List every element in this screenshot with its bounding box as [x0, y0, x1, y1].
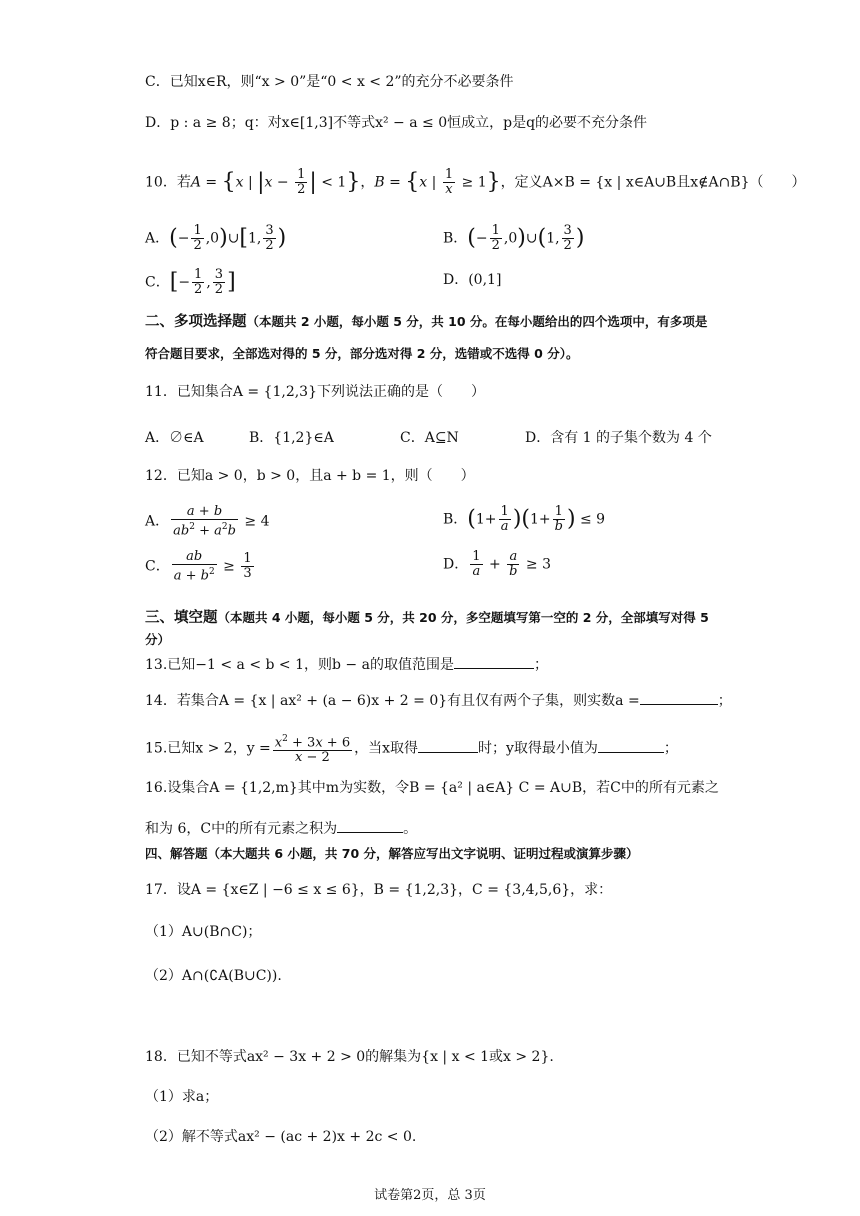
q12-stem: 12．已知a > 0，b > 0，且a + b = 1，则（ ） — [145, 468, 475, 484]
q10-option-c: C．[− $\frac{1}{2}$ , $\frac{3}{2}$ ] — [145, 267, 236, 297]
q10-stem-prefix: 10．若 — [145, 174, 191, 191]
q17-part-1: （1）A∪(B∩C)； — [145, 924, 262, 940]
q15-answer-blank-2[interactable] — [598, 738, 664, 753]
q16-line-2: 和为 6，C中的所有元素之积为 。 — [145, 818, 417, 839]
q16-line-1: 16.设集合A = {1,2,m}其中m为实数，令B = {a² | a∈A} C = A∪B，若C中的所有元素之 — [145, 780, 719, 796]
q12-option-d: D． $\frac{1}{a}$ + $\frac{a}{b}$ ≥ 3 — [443, 549, 552, 579]
q9-option-d: D．p : a ≥ 8；q：对x∈[1,3]不等式x² − a ≤ 0恒成立，p是q的必要不充分条件 — [145, 115, 648, 131]
section-3-header — [145, 608, 709, 628]
q10-stem-suffix: ，定义A×B = {x | x∈A∪B且x∉A∩B}（ ） — [500, 174, 806, 191]
q11-option-c: C．A⊆N — [400, 430, 459, 446]
q13: 13.已知−1 < a < b < 1，则b − a的取值范围是 ； — [145, 654, 548, 675]
q11-option-d: D．含有 1 的子集个数为 4 个 — [525, 430, 712, 446]
q9-option-c: C．已知x∈R，则“x > 0”是“0 < x < 2”的充分不必要条件 — [145, 74, 514, 90]
q12-option-b: B．(1+ $\frac{1}{a}$ )(1+ $\frac{1}{b}$ ) ≤ 9 — [443, 504, 606, 534]
section-3-title: 三、填空题 — [145, 610, 218, 626]
section-3-note-cont: 分） — [145, 632, 171, 647]
section-2-note: （本题共 2 小题，每小题 5 分，共 10 分。在每小题给出的四个选项中，有多项是 — [246, 314, 708, 329]
q11-stem: 11．已知集合A = {1,2,3}下列说法正确的是（ ） — [145, 384, 485, 400]
q15-answer-blank-1[interactable] — [418, 738, 478, 753]
section-2-header — [145, 312, 707, 332]
page-footer: 试卷第2页，总 3页 — [374, 1188, 486, 1203]
section-4-title: 四、解答题（本大题共 6 小题，共 70 分，解答应写出文字说明、证明过程或演算步骤） — [145, 846, 639, 861]
q15: 15.已知x > 2，y = $\frac{x^2 + 3x + 6}{x - 2}$ ，当x取得 时；y取得最小值为 ； — [145, 734, 678, 766]
section-3-note: （本题共 4 小题，每小题 5 分，共 20 分，多空题填写第一空的 2 分，全部填写对得 5 — [217, 610, 709, 625]
q10-option-a: A．(− $\frac{1}{2}$ ,0)∪[1, $\frac{3}{2}$ ) — [145, 223, 287, 253]
q11-option-b: B．{1,2}∈A — [249, 430, 334, 446]
q14: 14．若集合A = {x | ax² + (a − 6)x + 2 = 0}有且仅有两个子集，则实数a = ； — [145, 690, 732, 711]
q13-answer-blank[interactable] — [454, 654, 534, 669]
q14-answer-blank[interactable] — [640, 690, 718, 705]
q10-option-d: D．(0,1] — [443, 272, 502, 288]
q18-stem: 18．已知不等式ax² − 3x + 2 > 0的解集为{x | x < 1或x > 2}. — [145, 1049, 554, 1065]
q18-part-2: （2）解不等式ax² − (ac + 2)x + 2c < 0. — [145, 1129, 417, 1145]
section-2-title: 二、多项选择题 — [145, 314, 247, 330]
q12-option-c: C． $\frac{ab}{a + b^2}$ ≥ $\frac{1}{3}$ — [145, 549, 252, 584]
q10-stem: 10．若A = {x | |x − $\frac{1}{2}$ | < 1}，B = {x | $\frac{1}{x}$ ≥ 1}，定义A×B = {x | x∈A∪B且x∉A∩B}（ ） — [145, 167, 806, 197]
q18-part-1: （1）求a； — [145, 1089, 219, 1105]
q17-part-2: （2）A∩(∁A(B∪C)). — [145, 968, 282, 984]
q11-option-a: A．∅∈A — [145, 430, 204, 446]
section-2-note-cont: 符合题目要求，全部选对得的 5 分，部分选对得 2 分，选错或不选得 0 分）。 — [145, 346, 579, 361]
q12-option-a: A． $\frac{a + b}{ab^2 + a^2b}$ ≥ 4 — [145, 504, 270, 539]
q17-stem: 17．设A = {x∈Z | −6 ≤ x ≤ 6}，B = {1,2,3}，C = {3,4,5,6}，求： — [145, 882, 613, 898]
q10-option-b: B．(− $\frac{1}{2}$ ,0)∪(1, $\frac{3}{2}$ ) — [443, 223, 585, 253]
q16-answer-blank[interactable] — [337, 818, 403, 833]
